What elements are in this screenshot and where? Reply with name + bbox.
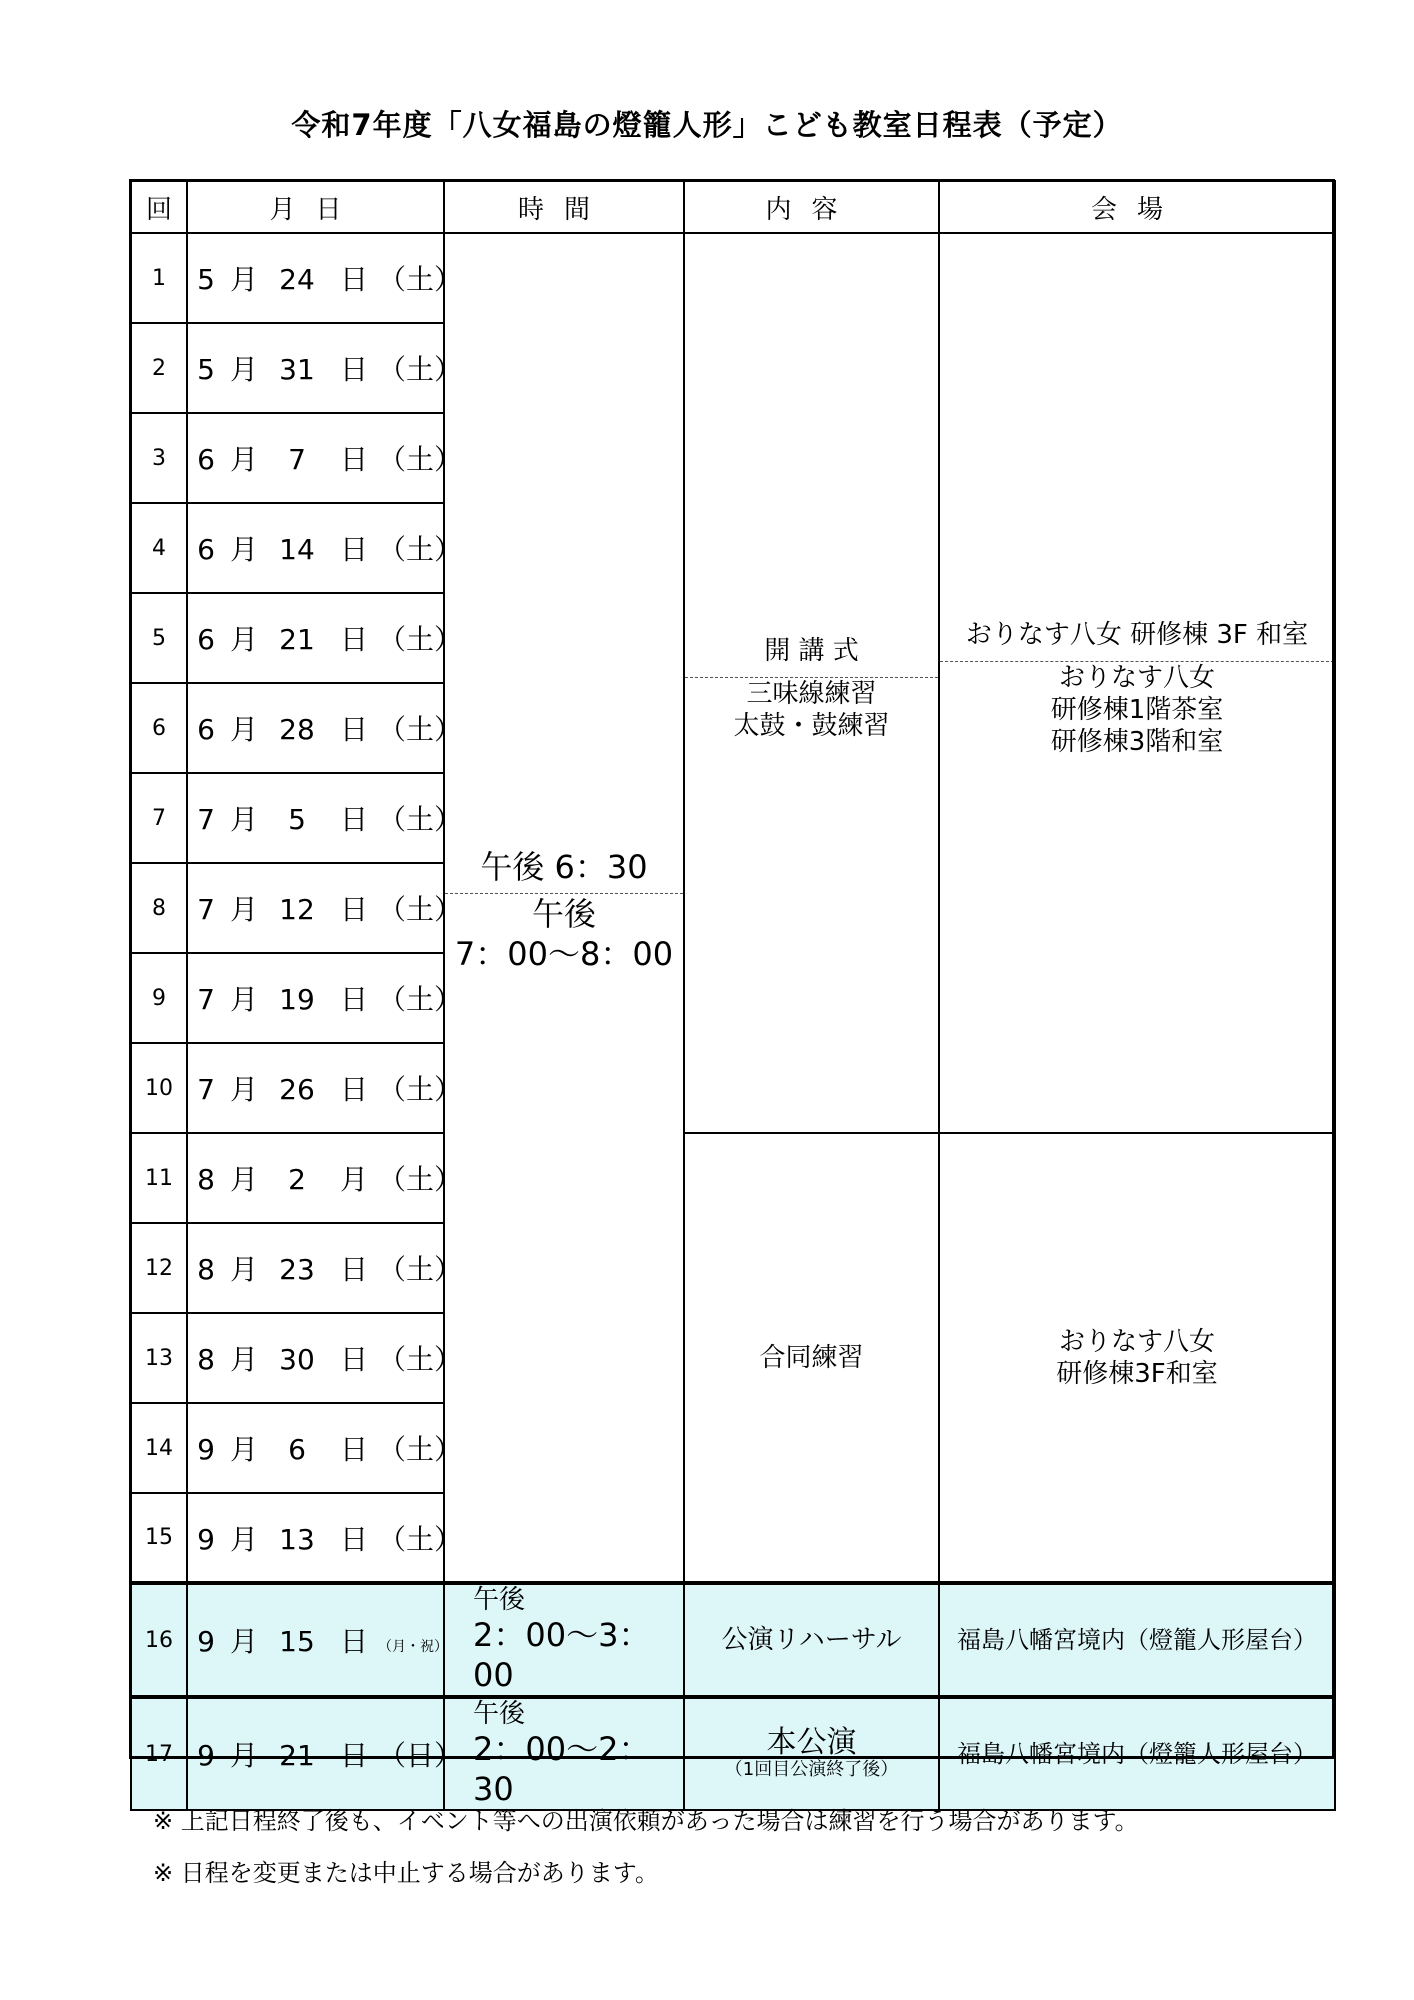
day-kanji: 日 — [339, 1522, 368, 1556]
day: 12 — [279, 893, 315, 926]
month-kanji: 月 — [229, 1433, 258, 1466]
month-kanji: 月 — [229, 1253, 258, 1286]
opening-time: 午後 6：30 — [445, 841, 683, 894]
date-cell — [187, 593, 463, 683]
day: 15 — [279, 1625, 315, 1658]
time-cell-regular — [444, 233, 684, 1583]
date-cell — [187, 503, 463, 593]
month-kanji: 月 — [229, 533, 258, 566]
content-cell-practice — [684, 233, 939, 1133]
weekday: （日） — [378, 1739, 463, 1772]
row-number: 2 — [131, 323, 187, 413]
opening-venue: おりなす八女 研修棟 3F 和室 — [940, 609, 1334, 662]
row-number: 15 — [131, 1493, 187, 1583]
notes — [153, 1795, 1139, 1899]
row-number: 7 — [131, 773, 187, 863]
month: 7 — [197, 893, 215, 926]
row-number: 5 — [131, 593, 187, 683]
day: 28 — [279, 713, 315, 746]
month-kanji: 月 — [229, 983, 258, 1016]
month-kanji: 月 — [229, 1625, 258, 1658]
month: 7 — [197, 1073, 215, 1106]
month-kanji: 月 — [229, 443, 258, 476]
main-time-label: 午後 — [473, 1699, 526, 1729]
day-kanji: 日 — [339, 1739, 368, 1772]
main-performance-note: （1回目公演終了後） — [724, 1759, 899, 1780]
row-number: 14 — [131, 1403, 187, 1493]
weekday: （土） — [378, 623, 463, 656]
venue-rehearsal: 福島八幡宮境内（燈籠人形屋台） — [939, 1583, 1335, 1697]
month-kanji: 月 — [229, 1739, 258, 1772]
day-kanji: 日 — [339, 1073, 368, 1106]
month: 8 — [197, 1343, 215, 1376]
regular-time-range: 7：00～8：00 — [454, 935, 674, 973]
day-kanji: 日 — [339, 353, 368, 386]
day-kanji: 月 — [339, 1163, 368, 1196]
header-content: 内容 — [684, 181, 939, 233]
note-1: ※ 上記日程終了後も、イベント等への出演依頼があった場合は練習を行う場合があります。 — [153, 1807, 1139, 1835]
day: 14 — [279, 533, 315, 566]
table-row — [131, 233, 1335, 323]
day-kanji: 日 — [339, 713, 368, 746]
practice-venue-3: 研修棟3階和室 — [1050, 726, 1224, 757]
day: 2 — [288, 1163, 306, 1196]
date-cell — [187, 323, 463, 413]
day-kanji: 日 — [339, 1253, 368, 1286]
day: 23 — [279, 1253, 315, 1286]
day: 30 — [279, 1343, 315, 1376]
weekday: （土） — [378, 1343, 463, 1376]
day: 21 — [279, 1739, 315, 1772]
content-rehearsal: 公演リハーサル — [684, 1583, 939, 1697]
header-time: 時間 — [444, 181, 684, 233]
row-number: 13 — [131, 1313, 187, 1403]
month: 8 — [197, 1163, 215, 1196]
practice-venue-2: 研修棟1階茶室 — [1050, 694, 1224, 725]
month-kanji: 月 — [229, 1522, 258, 1556]
schedule-table — [130, 180, 1336, 1811]
joint-practice: 合同練習 — [759, 1342, 864, 1373]
date-cell — [187, 1403, 463, 1493]
month: 6 — [197, 443, 215, 476]
day-kanji: 日 — [339, 1433, 368, 1466]
weekday: （土） — [378, 353, 463, 386]
month-kanji: 月 — [229, 1163, 258, 1196]
row-number: 11 — [131, 1133, 187, 1223]
day-kanji: 日 — [339, 623, 368, 656]
date-cell — [187, 773, 463, 863]
weekday: （土） — [378, 983, 463, 1016]
month: 5 — [197, 353, 215, 386]
venue-cell-joint — [939, 1133, 1335, 1583]
day: 31 — [279, 353, 315, 386]
header-no: 回 — [131, 181, 187, 233]
day: 13 — [279, 1522, 315, 1556]
time-cell-main — [444, 1697, 684, 1810]
month: 9 — [197, 1739, 215, 1772]
month: 9 — [197, 1625, 215, 1658]
month: 9 — [197, 1433, 215, 1466]
month: 9 — [197, 1522, 215, 1556]
weekday: （土） — [378, 1433, 463, 1466]
weekday: （土） — [378, 1073, 463, 1106]
practice-line-1: 三味線練習 — [746, 678, 877, 709]
day-kanji: 日 — [339, 803, 368, 836]
weekday: （土） — [378, 533, 463, 566]
time-cell-rehearsal — [444, 1583, 684, 1697]
day-kanji: 日 — [339, 1343, 368, 1376]
month: 6 — [197, 533, 215, 566]
month-kanji: 月 — [229, 803, 258, 836]
joint-venue-2: 研修棟3F和室 — [1056, 1358, 1218, 1389]
row-number: 10 — [131, 1043, 187, 1133]
month: 7 — [197, 803, 215, 836]
row-number: 16 — [131, 1583, 187, 1697]
day-kanji: 日 — [339, 893, 368, 926]
day: 5 — [288, 803, 306, 836]
rehearsal-time-label: 午後 — [473, 1585, 526, 1615]
month-kanji: 月 — [229, 713, 258, 746]
joint-venue-1: おりなす八女 — [1058, 1326, 1215, 1357]
regular-time-label: 午後 — [531, 895, 596, 933]
main-time-range: 2：00～2：30 — [473, 1730, 651, 1808]
practice-line-2: 太鼓・鼓練習 — [733, 710, 890, 741]
note-2: ※ 日程を変更または中止する場合があります。 — [153, 1859, 659, 1887]
weekday: （土） — [378, 1522, 463, 1556]
date-cell — [187, 1133, 463, 1223]
day-kanji: 日 — [339, 443, 368, 476]
day: 6 — [288, 1433, 306, 1466]
date-cell — [187, 1313, 463, 1403]
date-cell — [187, 953, 463, 1043]
opening-content: 開 講 式 — [685, 625, 938, 678]
month-kanji: 月 — [229, 623, 258, 656]
row-number: 6 — [131, 683, 187, 773]
day-kanji: 日 — [339, 263, 368, 296]
row-number: 3 — [131, 413, 187, 503]
header-row — [131, 181, 1335, 233]
table-row — [131, 1697, 1335, 1810]
row-number: 9 — [131, 953, 187, 1043]
month-kanji: 月 — [229, 893, 258, 926]
month-kanji: 月 — [229, 353, 258, 386]
date-cell — [187, 1697, 463, 1810]
weekday: （土） — [378, 443, 463, 476]
weekday: （土） — [378, 803, 463, 836]
day: 19 — [279, 983, 315, 1016]
row-number: 8 — [131, 863, 187, 953]
row-number: 17 — [131, 1697, 187, 1810]
date-cell — [187, 233, 463, 323]
month: 8 — [197, 1253, 215, 1286]
row-number: 4 — [131, 503, 187, 593]
date-cell — [187, 1493, 463, 1583]
header-date: 月日 — [187, 181, 444, 233]
table-row — [131, 1133, 1335, 1223]
weekday: （土） — [378, 263, 463, 296]
date-cell — [187, 413, 463, 503]
date-cell — [187, 1223, 463, 1313]
day: 7 — [288, 443, 306, 476]
practice-venue-1: おりなす八女 — [1058, 662, 1215, 693]
day-kanji: 日 — [339, 983, 368, 1016]
month-kanji: 月 — [229, 1073, 258, 1106]
date-cell — [187, 1583, 448, 1697]
content-cell-joint — [684, 1133, 939, 1583]
month-kanji: 月 — [229, 1343, 258, 1376]
main-performance: 本公演 — [766, 1725, 857, 1760]
day: 21 — [279, 623, 315, 656]
content-main — [684, 1697, 939, 1810]
venue-cell-practice — [939, 233, 1335, 1133]
rehearsal-time-range: 2：00～3：00 — [473, 1616, 651, 1694]
month: 5 — [197, 263, 215, 296]
weekday: （土） — [378, 713, 463, 746]
month: 7 — [197, 983, 215, 1016]
day: 24 — [279, 263, 315, 296]
weekday: （月・祝） — [378, 1639, 448, 1655]
date-cell — [187, 1043, 463, 1133]
row-number: 12 — [131, 1223, 187, 1313]
weekday: （土） — [378, 1163, 463, 1196]
row-number: 1 — [131, 233, 187, 323]
header-venue: 会場 — [939, 181, 1335, 233]
weekday: （土） — [378, 893, 463, 926]
date-cell — [187, 683, 463, 773]
month: 6 — [197, 623, 215, 656]
page-title: 令和7年度「八女福島の燈籠人形」こども教室日程表（予定） — [291, 108, 1123, 142]
month-kanji: 月 — [229, 263, 258, 296]
day-kanji: 日 — [339, 1625, 368, 1658]
weekday: （土） — [378, 1253, 463, 1286]
day: 26 — [279, 1073, 315, 1106]
month: 6 — [197, 713, 215, 746]
day-kanji: 日 — [339, 533, 368, 566]
date-cell — [187, 863, 463, 953]
venue-main: 福島八幡宮境内（燈籠人形屋台） — [939, 1697, 1335, 1810]
table-row — [131, 1583, 1335, 1697]
